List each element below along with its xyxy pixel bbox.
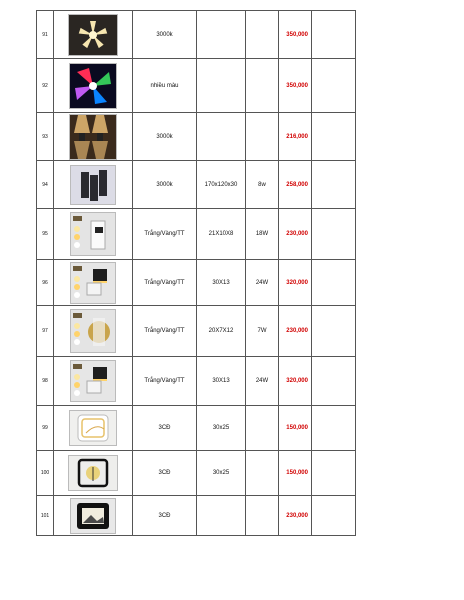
empty-cell (312, 59, 356, 113)
empty-cell (312, 11, 356, 59)
power-cell: 18W (246, 209, 279, 260)
square-tree-lamp-icon (68, 455, 118, 491)
product-image-cell (54, 496, 133, 536)
stacked-panel-lamp-icon (70, 165, 116, 205)
price-cell: 216,000 (279, 113, 312, 161)
price-cell: 258,000 (279, 161, 312, 209)
table-row (37, 306, 356, 357)
table-row (37, 260, 356, 306)
table-row (37, 161, 356, 209)
product-image-cell (54, 113, 133, 161)
dual-block-lamp-icon (70, 262, 116, 304)
row-number: 92 (37, 59, 54, 113)
color-cell: 3000k (133, 161, 197, 209)
row-number: 98 (37, 357, 54, 406)
rgb-star-light-icon (69, 63, 117, 109)
empty-cell (312, 357, 356, 406)
size-cell: 30x25 (197, 451, 246, 496)
power-cell (246, 59, 279, 113)
color-cell: Trắng/Vàng/TT (133, 357, 197, 406)
star-light-icon (68, 14, 118, 56)
price-cell: 150,000 (279, 406, 312, 451)
power-cell (246, 451, 279, 496)
row-number: 100 (37, 451, 54, 496)
power-cell: 7W (246, 306, 279, 357)
row-number: 93 (37, 113, 54, 161)
size-cell (197, 11, 246, 59)
color-cell: 3CĐ (133, 406, 197, 451)
square-ring-lamp-icon (69, 410, 117, 446)
price-cell: 320,000 (279, 260, 312, 306)
size-cell (197, 113, 246, 161)
row-number: 96 (37, 260, 54, 306)
price-cell: 230,000 (279, 209, 312, 260)
row-number: 91 (37, 11, 54, 59)
power-cell (246, 406, 279, 451)
empty-cell (312, 406, 356, 451)
price-table (36, 10, 356, 536)
price-cell: 230,000 (279, 496, 312, 536)
price-cell: 230,000 (279, 306, 312, 357)
power-cell (246, 113, 279, 161)
price-cell: 350,000 (279, 59, 312, 113)
color-cell: 3000k (133, 11, 197, 59)
empty-cell (312, 113, 356, 161)
product-image-cell (54, 161, 133, 209)
row-number: 95 (37, 209, 54, 260)
color-cell: 3000k (133, 113, 197, 161)
size-cell: 21X10X8 (197, 209, 246, 260)
power-cell (246, 496, 279, 536)
color-cell: 3CĐ (133, 451, 197, 496)
color-cell: Trắng/Vàng/TT (133, 306, 197, 357)
power-cell: 24W (246, 260, 279, 306)
color-cell: Trắng/Vàng/TT (133, 260, 197, 306)
size-cell (197, 59, 246, 113)
row-number: 97 (37, 306, 54, 357)
size-cell: 170x120x30 (197, 161, 246, 209)
color-cell: 3CĐ (133, 496, 197, 536)
empty-cell (312, 306, 356, 357)
product-image-cell (54, 357, 133, 406)
empty-cell (312, 161, 356, 209)
product-image-cell (54, 59, 133, 113)
up-down-light-icon (69, 114, 117, 160)
dual-block-lamp-2-icon (70, 360, 116, 402)
table-row (37, 209, 356, 260)
product-image-cell (54, 11, 133, 59)
square-scene-lamp-icon (70, 498, 116, 534)
product-image-cell (54, 406, 133, 451)
row-number: 101 (37, 496, 54, 536)
size-cell (197, 496, 246, 536)
color-cell: Trắng/Vàng/TT (133, 209, 197, 260)
round-gold-lamp-icon (70, 309, 116, 353)
size-cell: 30X13 (197, 357, 246, 406)
product-image-cell (54, 451, 133, 496)
table-row (37, 113, 356, 161)
table-row (37, 357, 356, 406)
table-row (37, 406, 356, 451)
row-number: 99 (37, 406, 54, 451)
empty-cell (312, 451, 356, 496)
power-cell (246, 11, 279, 59)
size-cell: 30x25 (197, 406, 246, 451)
product-image-cell (54, 209, 133, 260)
empty-cell (312, 496, 356, 536)
color-cell: nhiều màu (133, 59, 197, 113)
acrylic-wall-lamp-icon (70, 212, 116, 256)
price-cell: 350,000 (279, 11, 312, 59)
table-row (37, 11, 356, 59)
row-number: 94 (37, 161, 54, 209)
size-cell: 30X13 (197, 260, 246, 306)
empty-cell (312, 209, 356, 260)
power-cell: 24W (246, 357, 279, 406)
table-row (37, 496, 356, 536)
price-cell: 150,000 (279, 451, 312, 496)
price-cell: 320,000 (279, 357, 312, 406)
size-cell: 20X7X12 (197, 306, 246, 357)
empty-cell (312, 260, 356, 306)
power-cell: 8w (246, 161, 279, 209)
product-image-cell (54, 260, 133, 306)
product-image-cell (54, 306, 133, 357)
table-row (37, 59, 356, 113)
table-row (37, 451, 356, 496)
